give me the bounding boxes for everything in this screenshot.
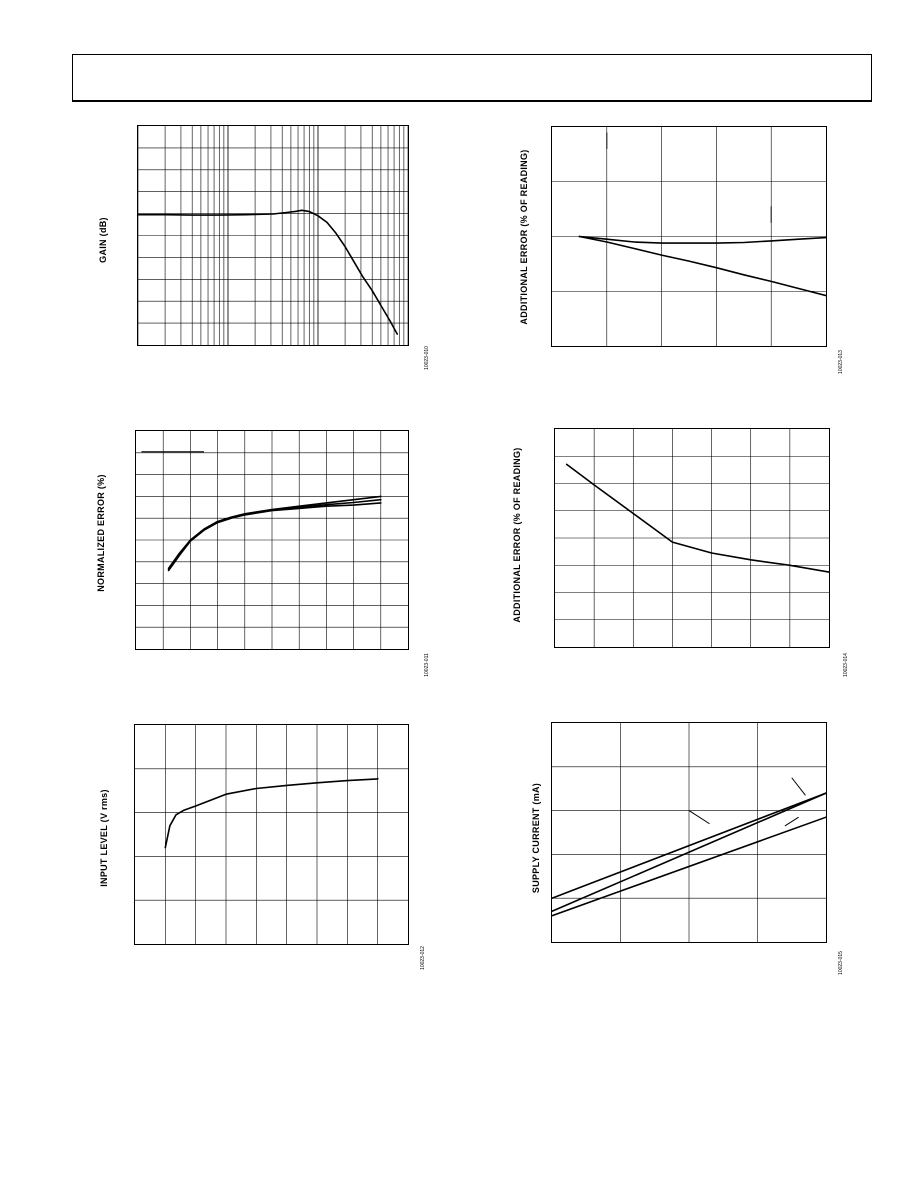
c2-plot-svg (552, 127, 826, 346)
c4-grid (555, 429, 829, 647)
gain-chart (137, 125, 409, 346)
c6-annotation-mark-1 (792, 778, 806, 796)
c5-series-line-1 (165, 778, 377, 847)
c2-series-line-2 (579, 237, 826, 296)
c5-grid (135, 725, 408, 944)
c3-series-line-2 (169, 503, 381, 571)
additional-error-chart-1 (551, 126, 827, 347)
additional-error-chart-2 (554, 428, 830, 648)
c3-series-line-3 (169, 500, 381, 570)
normalized-error-chart (135, 430, 409, 650)
supply-current-chart-ylabel: SUPPLY CURRENT (mA) (531, 782, 541, 894)
c1-grid (138, 126, 408, 345)
additional-error-chart-1-ylabel: ADDITIONAL ERROR (% OF READING) (519, 149, 529, 325)
input-level-chart (134, 724, 409, 945)
input-level-chart-figure-id: 10023-012 (420, 946, 426, 970)
c3-plot-svg (136, 431, 408, 649)
c6-annotation-mark-2 (689, 811, 710, 824)
c1-series-line-1 (138, 210, 397, 334)
additional-error-chart-2-figure-id: 10023-014 (843, 653, 849, 677)
supply-current-chart (551, 722, 827, 943)
normalized-error-chart-ylabel: NORMALIZED ERROR (%) (96, 474, 106, 592)
c6-plot-svg (552, 723, 826, 942)
c4-plot-svg (555, 429, 829, 647)
c2-grid (552, 127, 826, 346)
input-level-chart-ylabel: INPUT LEVEL (V rms) (99, 789, 109, 887)
c2-series-line-1 (579, 237, 826, 244)
supply-current-chart-figure-id: 10023-015 (838, 951, 844, 975)
additional-error-chart-1-figure-id: 10023-013 (838, 350, 844, 374)
gain-chart-figure-id: 10023-010 (424, 346, 430, 370)
page-header-box (72, 54, 872, 102)
c5-plot-svg (135, 725, 408, 944)
c1-plot-svg (138, 126, 408, 345)
normalized-error-chart-figure-id: 10023-011 (424, 653, 430, 677)
gain-chart-ylabel: GAIN (dB) (98, 217, 108, 263)
c6-annotation-mark-3 (785, 817, 799, 826)
c3-grid (136, 431, 408, 649)
additional-error-chart-2-ylabel: ADDITIONAL ERROR (% OF READING) (512, 447, 522, 623)
